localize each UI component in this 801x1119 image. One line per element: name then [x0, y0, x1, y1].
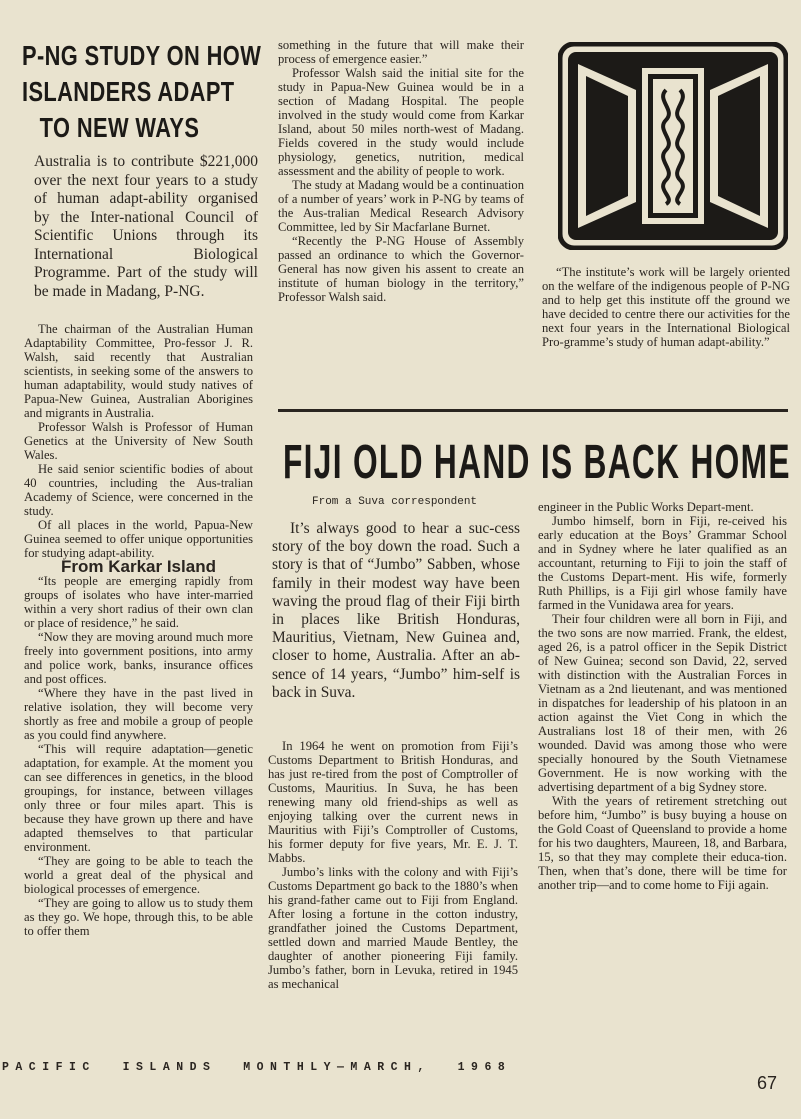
headline-line: P-NG STUDY ON HOW	[22, 40, 262, 71]
section-divider	[278, 409, 788, 412]
paragraph: “Recently the P-NG House of Assembly passed an ordinance to which the Governor-General has now given his assent to create an institute of human biology in the territory,” Professor Walsh said.	[278, 234, 524, 304]
paragraph: Their four children were all born in Fiji, and the two sons are now married. Frank, the eldest, aged 26, is a patrol officer in the Sepik District of New Guinea; second son David, 22, served with distinction with the Australian Forces in Vietnam as a 2nd lieutenant, and was mentioned in dispatches for leadership of his platoon in an action against the Viet Cong in which the Australians lost 18 of their men, with 26 wounded. David was among those who were specially honoured by the South Vietnamese Government. He is now working with the advertising department of a big Sydney store.	[538, 612, 787, 794]
page-footer: PACIFIC ISLANDS MONTHLY—MARCH, 1968	[2, 1061, 512, 1074]
paragraph: Professor Walsh said the initial site for the study in Papua-New Guinea would be in a section of Madang Hospital. The people involved in the study would come from Karkar Island, about 50 miles north-west of Madang. Fields covered in the study would include physiology, genetics, nutrition, medical assessment and the ability of people to work.	[278, 66, 524, 178]
paragraph: Jumbo’s links with the colony and with Fiji’s Customs Department go back to the 1880’s when his grand-father came out to Fiji from England. After losing a fortune in the cotton industry, grandfather joined the Customs Department, settled down and married Maude Bentley, the daughter of another pioneering Fiji family. Jumbo’s father, born in Levuka, retired in 1945 as mechanical	[268, 865, 518, 991]
paragraph: “This will require adaptation—genetic adaptation, for example. At the moment you can see differences in genetics, in the blood groupings, for instance, between villages only three or four miles apart. This is because they have grown up there and have adapted themselves to that particular environment.	[24, 742, 253, 854]
subheading: From Karkar Island	[61, 557, 216, 576]
paragraph: Professor Walsh is Professor of Human Genetics at the University of New South Wales.	[24, 420, 253, 462]
paragraph: “The institute’s work will be largely oriented on the welfare of the indigenous people of P-NG and to help get this institute off the ground we have decided to centre there our activities for the next four years in the International Biological Pro-gramme’s study of human adapt-ability.”	[542, 265, 790, 349]
paragraph: “Now they are moving around much more freely into government positions, into army and police work, banks, insurance offices and post offices.	[24, 630, 253, 686]
article2-headline: FIJI OLD HAND IS BACK HOME	[283, 436, 791, 489]
article2-column-3	[538, 500, 787, 892]
paragraph: “They are going to allow us to study them as they go. We hope, through this, to be able to offer them	[24, 896, 253, 938]
article1-lead: Australia is to contribute $221,000 over the next four years to a study of human adapt-ability organised by the Inter-national Council of Scientific Unions through its International Biological Programme. Part of the study will be made in Madang, P-NG.	[34, 153, 258, 300]
institute-logo-icon	[558, 42, 788, 250]
paragraph: With the years of retirement stretching out before him, “Jumbo” is busy buying a house on the Gold Coast of Queensland to provide a home for his two daughters, Maureen, 18, and Barbara, 15, so that they may complete their educa-tion. Then, when that’s done, there will be time for another trip—and to come home to Fiji again.	[538, 794, 787, 892]
paragraph: engineer in the Public Works Depart-ment.	[538, 500, 754, 514]
article2-column-2	[268, 739, 518, 991]
paragraph: Of all places in the world, Papua-New Guinea seemed to offer unique opportunities for studying adapt-ability.	[24, 518, 253, 560]
paragraph: “Its people are emerging rapidly from groups of isolates who have inter-married within a very short radius of their own clan or place of residence,” he said.	[24, 574, 253, 630]
paragraph: He said senior scientific bodies of about 40 countries, including the Aus-tralian Academy of Science, were concerned in the study.	[24, 462, 253, 518]
paragraph: It’s always good to hear a suc-cess story of the boy down the road. Such a story is that of “Jumbo” Sabben, whose family in their modest way have been waving the proud flag of their Fiji birth in places like British Honduras, Mauritius, Vietnam, New Guinea and, closer to home, Australia. After an ab-sence of 14 years, “Jumbo” him-self is back in Suva.	[272, 520, 520, 701]
article2-byline: From a Suva correspondent	[312, 496, 478, 508]
paragraph: The chairman of the Australian Human Adaptability Committee, Pro-fessor J. R. Walsh, said recently that Australian scientists, in seeking some of the answers to human adaptability, would study natives of Papua-New Guinea, Australian Aborigines and migrants in Australia.	[24, 322, 253, 420]
page-number: 67	[757, 1073, 778, 1093]
headline-line: TO NEW WAYS	[39, 112, 200, 143]
headline-line: ISLANDERS ADAPT	[22, 76, 235, 107]
paragraph: In 1964 he went on promotion from Fiji’s Customs Department to British Honduras, and has just re-tired from the post of Comptroller of Customs, Mauritius. In Suva, he has been renewing many old friend-ships as well as enjoying talking over the current news in Mauritius with Fiji’s Comptroller of Customs, his former deputy for five years, Mr. E. J. T. Mabbs.	[268, 739, 518, 865]
paragraph: The study at Madang would be a continuation of a number of years’ work in P-NG by teams of the Aus-tralian Medical Research Advisory Committee, led by Sir Macfarlane Burnet.	[278, 178, 524, 234]
paragraph: Jumbo himself, born in Fiji, re-ceived his early education at the Boys’ Grammar School and in Sydney where he later qualified as an accountant, returning to Fiji to join the staff of the Customs Depart-ment. His wife, formerly Ruth Phillips, is a Fiji girl whose family have farmed in the Vunidawa area for years.	[538, 514, 787, 612]
article2-lead	[272, 520, 520, 702]
paragraph: something in the future that will make their process of emergence easier.”	[278, 38, 524, 66]
paragraph: “Where they have in the past lived in relative isolation, they will become very shortly as free and mobile a group of people as you could find anywhere.	[24, 686, 253, 742]
paragraph: “They are going to be able to teach the world a great deal of the physical and biological processes of emergence.	[24, 854, 253, 896]
article1-headline	[22, 38, 262, 146]
article1-column-1	[24, 322, 253, 938]
article1-column-3	[542, 265, 790, 349]
article1-column-2	[278, 38, 524, 304]
